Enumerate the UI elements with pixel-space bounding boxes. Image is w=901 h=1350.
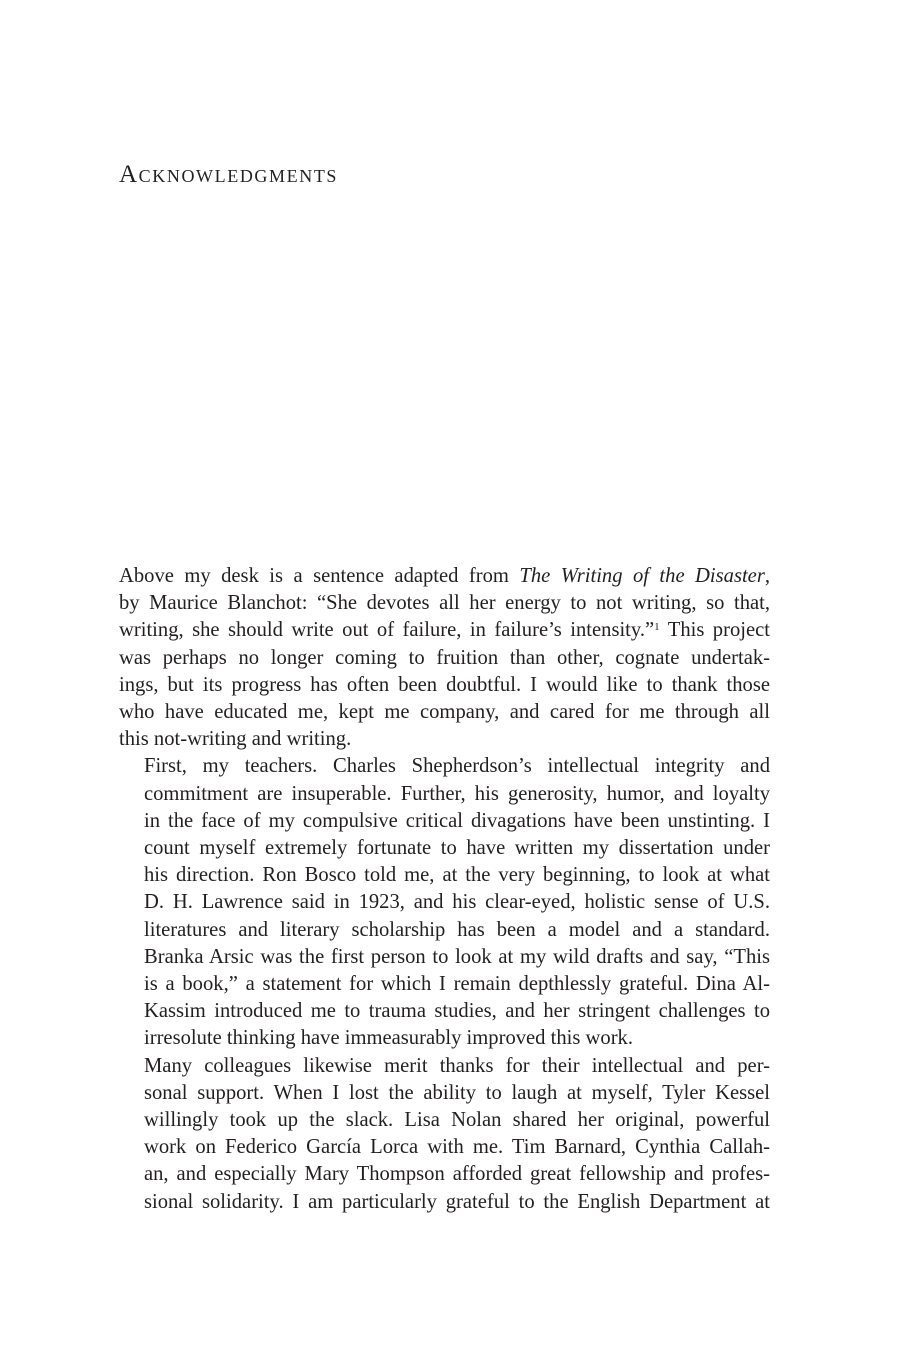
- text-line: work on Federico García Lorca with me. Tim Barnard, Cynthia Callah-: [144, 1136, 770, 1159]
- text-line: is a book,” a statement for which I remain depthlessly grateful. Dina Al-: [144, 973, 770, 996]
- text-line: in the face of my compulsive critical divagations have been unstinting. I: [144, 809, 770, 832]
- footnote-marker: 1: [654, 621, 660, 634]
- paragraph-1: [119, 563, 770, 753]
- text-line: sional solidarity. I am particularly grateful to the English Department at: [144, 1190, 770, 1213]
- text-line: Kassim introduced me to trauma studies, and her stringent challenges to: [144, 1000, 770, 1023]
- text-line: count myself extremely fortunate to have written my dissertation under: [144, 837, 770, 860]
- text-line: was perhaps no longer coming to fruition than other, cognate undertak-: [119, 646, 770, 669]
- text-line: irresolute thinking have immeasurably improved this work.: [144, 1027, 634, 1050]
- text-line: ings, but its progress has often been doubtful. I would like to thank those: [119, 673, 770, 696]
- text-line: this not-writing and writing.: [119, 728, 352, 751]
- text-line: an, and especially Mary Thompson afforded great fellowship and profes-: [144, 1163, 770, 1186]
- text-line: D. H. Lawrence said in 1923, and his clear-eyed, holistic sense of U.S.: [144, 891, 770, 914]
- text-line: by Maurice Blanchot: “She devotes all her energy to not writing, so that,: [119, 592, 770, 615]
- text-line: writing, she should write out of failure, in failure’s intensity.”$^1$ This project: [119, 619, 770, 642]
- text-line: his direction. Ron Bosco told me, at the very beginning, to look at what: [144, 864, 770, 887]
- text-line: Many colleagues likewise merit thanks for their intellectual and per-: [144, 1054, 770, 1077]
- page-heading: Acknowledgments: [119, 161, 339, 188]
- paragraph-3: [119, 1053, 770, 1216]
- text-line: Above my desk is a sentence adapted from The Writing of the Disaster,: [119, 565, 770, 587]
- text-line: who have educated me, kept me company, and cared for me through all: [119, 701, 770, 724]
- text-line: Branka Arsic was the first person to look at my wild drafts and say, “This: [144, 945, 770, 968]
- text-line: First, my teachers. Charles Shepherdson’s intellectual integrity and: [144, 755, 770, 778]
- paragraph-2: [119, 753, 770, 1052]
- text-line: commitment are insuperable. Further, his generosity, humor, and loyalty: [144, 782, 770, 805]
- acknowledgments-body: [119, 563, 770, 1216]
- text-line: sonal support. When I lost the ability to laugh at myself, Tyler Kessel: [144, 1081, 770, 1104]
- text-line: willingly took up the slack. Lisa Nolan shared her original, powerful: [144, 1109, 770, 1132]
- text-line: literatures and literary scholarship has been a model and a standard.: [144, 918, 770, 941]
- book-title: The Writing of the Disaster: [519, 565, 765, 587]
